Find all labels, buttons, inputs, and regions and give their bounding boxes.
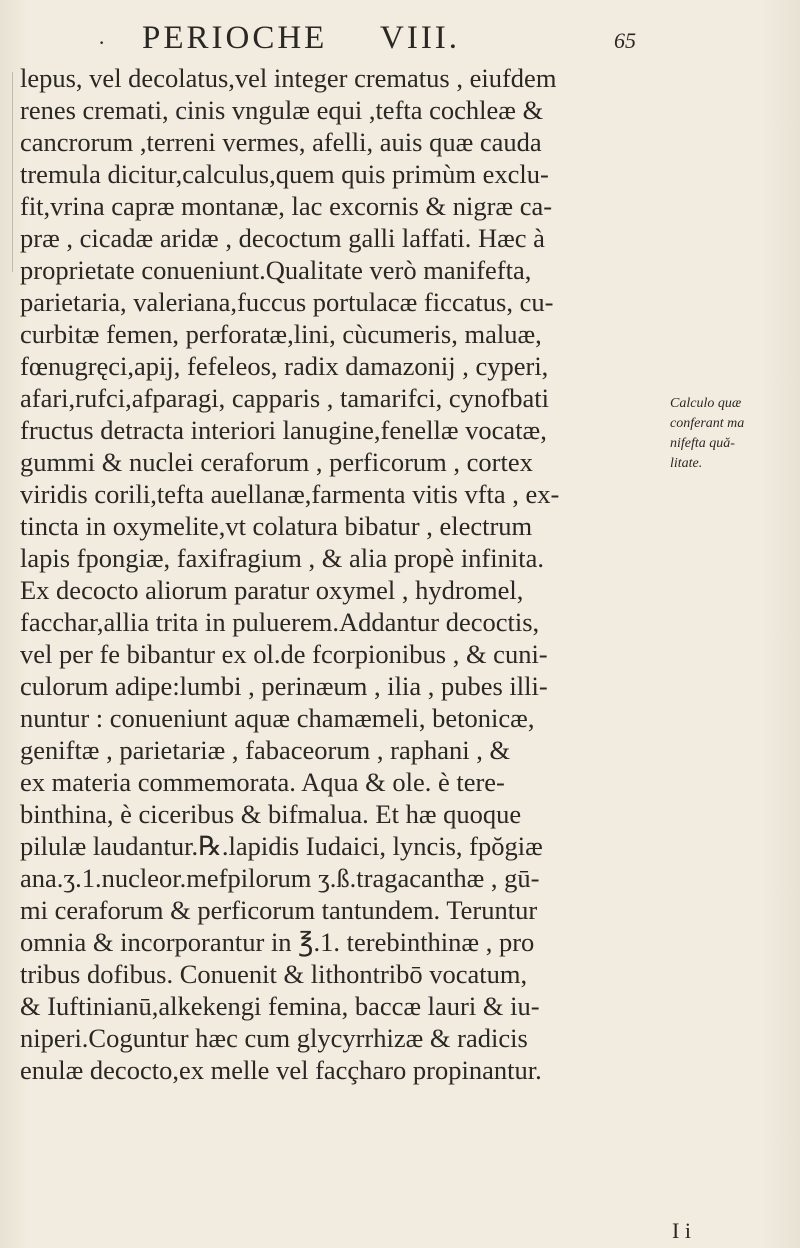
text-line	[20, 478, 785, 510]
text-line	[20, 606, 785, 638]
text-line-content: lapis fpongiæ, faxifragium , & alia propè infinita.	[20, 543, 544, 573]
text-line-content: parietaria, valeriana,fuccus portulacæ ficcatus, cu-	[20, 287, 554, 317]
text-line	[20, 94, 785, 126]
text-line	[20, 126, 785, 158]
text-line	[20, 734, 785, 766]
text-line-content: facchar,allia trita in puluerem.Addantur decoctis,	[20, 607, 540, 637]
text-line-content: niperi.Coguntur hæc cum glycyrrhizæ & radicis	[20, 1023, 528, 1053]
text-line-content: gummi & nuclei ceraforum , perficorum , cortex	[20, 447, 533, 477]
text-line-content: Ex decocto aliorum paratur oxymel , hydromel,	[20, 575, 524, 605]
text-line-content: & Iuftinianū,alkekengi femina, baccæ lauri & iu-	[20, 991, 540, 1021]
catchword: I i	[672, 1218, 691, 1243]
text-line	[20, 574, 785, 606]
text-line	[20, 254, 785, 286]
text-line	[20, 702, 785, 734]
margin-note	[670, 394, 744, 474]
text-line-content: ex materia commemorata. Aqua & ole. è tere-	[20, 767, 505, 797]
text-line	[20, 958, 785, 990]
text-line-content: culorum adipe:lumbi , perinæum , ilia , pubes illi-	[20, 671, 548, 701]
text-line-content: nuntur : conueniunt aquæ chamæmeli, betonicæ,	[20, 703, 535, 733]
text-line	[20, 158, 785, 190]
text-line	[20, 1054, 785, 1086]
text-line	[20, 990, 785, 1022]
text-line	[20, 766, 785, 798]
text-line-content: tincta in oxymelite,vt colatura bibatur , electrum	[20, 511, 533, 541]
text-line	[20, 894, 785, 926]
text-line-content: afari,rufci,afparagi, capparis , tamarifci, cynofbati	[20, 383, 549, 413]
text-line-content: vel per fe bibantur ex ol.de fcorpionibus , & cuni-	[20, 639, 548, 669]
text-line-content: mi ceraforum & perficorum tantundem. Teruntur	[20, 895, 538, 925]
page-number: 65	[614, 28, 636, 53]
text-line-content: omnia & incorporantur in ℥.1. terebinthinæ , pro	[20, 927, 535, 957]
running-header	[80, 16, 780, 60]
text-line	[20, 862, 785, 894]
body-text	[20, 62, 785, 1086]
header-title: PERIOCHE	[142, 20, 328, 56]
text-line-content: fit,vrina capræ montanæ, lac excornis & nigræ ca-	[20, 191, 553, 221]
text-line-content: geniftæ , parietariæ , fabaceorum , raphani , &	[20, 735, 511, 765]
text-line-content: ana.ʒ.1.nucleor.mefpilorum ʒ.ß.tragacanthæ , gū-	[20, 863, 540, 893]
text-line-content: viridis corili,tefta auellanæ,farmenta vitis vfta , ex-	[20, 479, 560, 509]
text-line	[20, 830, 785, 862]
text-line	[20, 510, 785, 542]
margin-note-line: litate.	[670, 456, 703, 471]
margin-note-line: nifefta quă-	[670, 436, 735, 451]
text-line	[20, 638, 785, 670]
text-line	[20, 926, 785, 958]
text-line-content: fructus detracta interiori lanugine,fenellæ vocatæ,	[20, 415, 547, 445]
text-line-content: tribus dofibus. Conuenit & lithontribō vocatum,	[20, 959, 528, 989]
text-line	[20, 62, 785, 94]
text-line-content: fœnugręci,apij, fefeleos, radix damazonij , cyperi,	[20, 351, 549, 381]
text-line	[20, 350, 785, 382]
text-line	[20, 318, 785, 350]
text-line	[20, 542, 785, 574]
text-line-content: curbitæ femen, perforatæ,lini, cùcumeris, maluæ,	[20, 319, 542, 349]
text-line-content: tremula dicitur,calculus,quem quis primùm exclu-	[20, 159, 549, 189]
header-dot: ·	[98, 30, 106, 55]
text-line-content: renes cremati, cinis vngulæ equi ,tefta cochleæ &	[20, 95, 544, 125]
text-line-content: enulæ decocto,ex melle vel facçharo propinantur.	[20, 1055, 542, 1085]
text-line-content: præ , cicadæ aridæ , decoctum galli laffati. Hæc à	[20, 223, 545, 253]
text-line	[20, 190, 785, 222]
header-section: VIII.	[380, 20, 461, 56]
text-line-content: binthina, è ciceribus & bifmalua. Et hæ quoque	[20, 799, 522, 829]
gutter-shadow	[12, 72, 13, 272]
text-line	[20, 286, 785, 318]
text-line	[20, 222, 785, 254]
text-line	[20, 798, 785, 830]
text-line-content: pilulæ laudantur.℞.lapidis Iudaici, lyncis, fpŏgiæ	[20, 831, 543, 861]
text-line-content: cancrorum ,terreni vermes, afelli, auis quæ cauda	[20, 127, 542, 157]
text-line-content: lepus, vel decolatus,vel integer crematus , eiufdem	[20, 63, 557, 93]
text-line-content: proprietate conueniunt.Qualitate verò manifefta,	[20, 255, 532, 285]
text-line	[20, 670, 785, 702]
margin-note-line: Calculo quæ	[670, 396, 742, 411]
margin-note-line: conferant ma	[670, 416, 745, 431]
text-line	[20, 1022, 785, 1054]
